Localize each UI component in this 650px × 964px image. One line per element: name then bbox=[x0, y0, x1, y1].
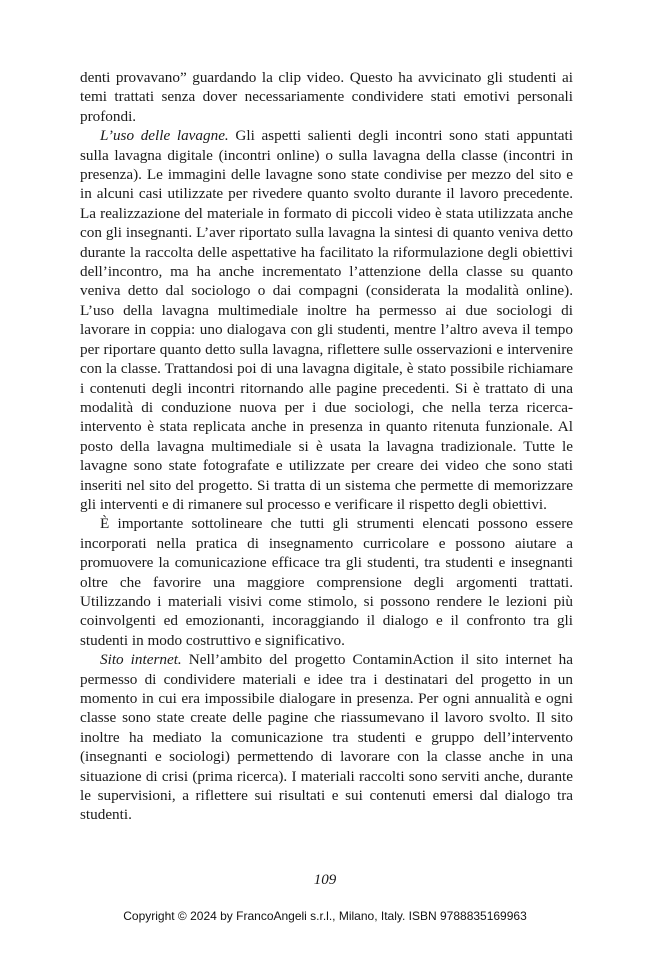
paragraph-text: Nell’ambito del progetto ContaminAction il sito internet ha permesso di condividere materiali e idee tra i destinatari del progetto in un momento in cui era impossibile dialogare in presenza. Per ogni annualità e ogni classe sono state create delle pagine che riassumevano il lavoro svolto. Il sito inoltre ha mediato la comunicazione tra studenti e gruppo dell’intervento (insegnanti e sociologi) permettendo di lavorare con la classe anche in una situazione di crisi (prima ricerca). I materiali raccolti sono serviti anche, durante le supervisioni, a riflettere sui risultati e sui contenuti emersi dal dialogo tra studenti. bbox=[80, 651, 573, 824]
paragraph-lead: Sito internet. bbox=[100, 651, 182, 669]
body-text bbox=[80, 68, 573, 825]
paragraph-continuation bbox=[80, 68, 573, 126]
paragraph-text: Gli aspetti salienti degli incontri sono stati appuntati sulla lavagna digitale (incontri online) o sulla lavagna della classe (incontri in presenza). Le immagini delle lavagne sono state condivise per mezzo del sito e in alcuni casi utilizzate per rivedere quanto svolto durante il lavoro precedente. La realizzazione del materiale in formato di piccoli video è stata utilizzata anche con gli insegnanti. L’aver riportato sulla lavagna la sintesi di quanto veniva detto durante la raccolta delle aspettative ha facilitato la riformulazione degli obiettivi dell’incontro, ma ha anche incrementato l’attenzione della classe su quanto veniva detto dal sociologo o dai compagni (considerata la modalità online). L’uso della lavagna multimediale inoltre ha permesso ai due sociologi di lavorare in coppia: uno dialogava con gli studenti, mentre l’altro aveva il tempo per riportare quanto detto sulla lavagna, riflettere sulle osservazioni e intervenire con la classe. Trattandosi poi di una lavagna digitale, è stato possibile richiamare i contenuti degli incontri ritornando alle pagine precedenti. Si è trattato di una modalità di conduzione nuova per i due sociologi, che nella terza ricerca-intervento è stata replicata anche in presenza in quanto ritenuta funzionale. Al posto della lavagna multimediale si è usata la lavagna tradizionale. Tutte le lavagne sono state fotografate e utilizzate per creare dei video che sono stati inseriti nel sito del progetto. Si tratta di un sistema che permette di memorizzare gli interventi e di rimanere sul processo e verificare il rispetto degli obiettivi. bbox=[80, 127, 573, 513]
paragraph-text: È importante sottolineare che tutti gli strumenti elencati possono essere incorporati nella pratica di insegnamento curricolare e possono aiutare a promuovere la comunicazione efficace tra gli studenti, tra studenti e insegnanti oltre che favorire una maggiore comprensione degli argomenti trattati. Utilizzando i materiali visivi come stimolo, si possono rendere le lezioni più coinvolgenti ed emozionanti, incoraggiando il dialogo e il confronto tra gli studenti in modo costruttivo e significativo. bbox=[80, 515, 573, 649]
paragraph-sito bbox=[80, 650, 573, 825]
paragraph-text: denti provavano” guardando la clip video. Questo ha avvicinato gli studenti ai temi trattati senza dover necessariamente condividere stati emotivi personali profondi. bbox=[80, 69, 573, 125]
page-number: 109 bbox=[313, 872, 337, 888]
copyright-notice: Copyright © 2024 by FrancoAngeli s.r.l., Milano, Italy. ISBN 9788835169963 bbox=[123, 909, 527, 923]
paragraph-lead: L’uso delle lavagne. bbox=[100, 127, 229, 145]
paragraph-strumenti bbox=[80, 514, 573, 650]
paragraph-lavagne bbox=[80, 126, 573, 514]
